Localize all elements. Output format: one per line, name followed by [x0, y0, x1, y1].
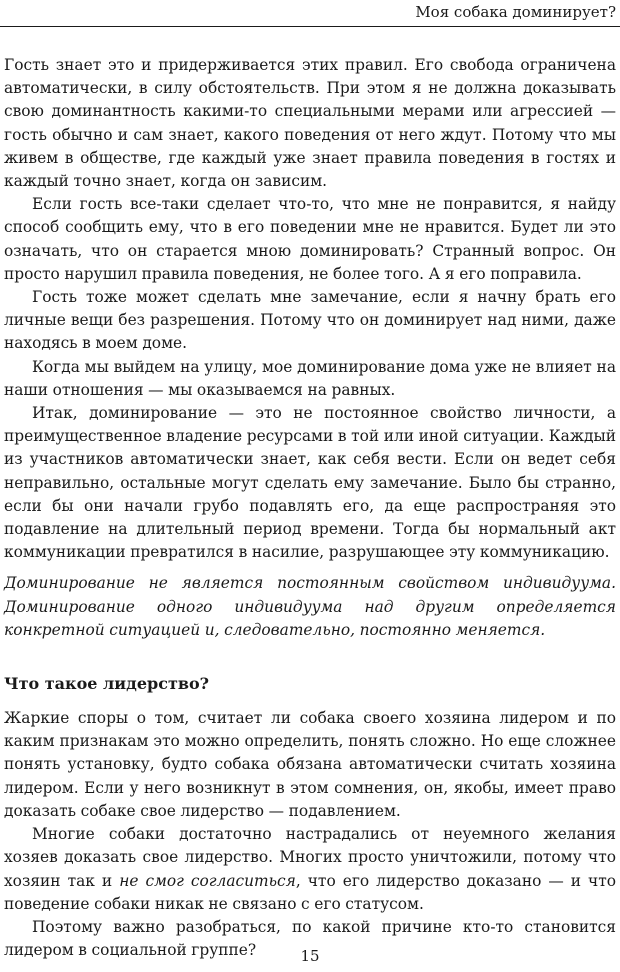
paragraph-text: Многие собаки достаточно настрадались от неуемного желания хозяев доказать свое лидерство. Многих просто уничтожили, потому что хозяин так и	[4, 825, 616, 890]
italic-phrase: не смог согласиться	[119, 871, 296, 890]
paragraph: Поэтому важно разобраться, по какой причине кто-то становится лидером в социальной группе?	[4, 917, 616, 960]
section-heading: Что такое лидерство?	[4, 674, 210, 694]
running-head	[0, 0, 620, 27]
paragraph-text: , что его лидерство доказано — и что поведение собаки никак не связано с его статусом.	[4, 871, 616, 913]
paragraph: Итак, доминирование — это не постоянное свойство личности, а преимущественное владение ресурсами в той или иной ситуации. Каждый из участников автоматически знает, как себя вести. Если он ведет себя неправильно, остальные могут сделать ему замечание. Было бы странно, если бы они начали грубо подавлять его, да еще распространяя это подавление на длительный период времени. Тогда бы нормальный акт коммуникации превратился в насилие, разрушающее эту коммуникацию.	[4, 404, 616, 562]
emphasis-paragraph: Доминирование не является постоянным свойством индивидуума. Доминирование одного индивидуума над другим определяется конкретной ситуацией и, следовательно, постоянно меняется.	[4, 574, 616, 639]
paragraph: Если гость все-таки сделает что-то, что мне не понравится, я найду способ сообщить ему, что в его поведении мне не нравится. Будет ли это означать, что он старается мною доминировать? Странный вопрос. Он просто нарушил правила поведения, не более того. А я его поправила.	[4, 195, 616, 283]
paragraph: Жаркие споры о том, считает ли собака своего хозяина лидером и по каким признакам это можно определить, понять сложно. Но еще сложнее понять установку, будто собака обязана автоматически считать хозяина лидером. Если у него возникнут в этом сомнения, он, якобы, имеет право доказать собаке свое лидерство — подавлением.	[4, 709, 616, 820]
paragraph: Гость тоже может сделать мне замечание, если я начну брать его личные вещи без разрешения. Потому что он доминирует над ними, даже находясь в моем доме.	[4, 288, 616, 353]
page-number: 15	[300, 947, 320, 965]
paragraph: Когда мы выйдем на улицу, мое доминирование дома уже не влияет на наши отношения — мы оказываемся на равных.	[4, 357, 616, 399]
paragraph: Гость знает это и придерживается этих правил. Его свобода ограничена автоматически, в силу обстоятельств. При этом я не должна доказывать свою доминантность какими-то специальными мерами или агрессией — гость обычно и сам знает, какого поведения от него ждут. Потому что мы живем в обществе, где каждый уже знает правила поведения в гостях и каждый точно знает, когда он зависим.	[4, 56, 616, 191]
paragraph-mixed	[4, 823, 616, 916]
page-body	[4, 54, 616, 962]
running-head-title: Моя собака доминирует?	[415, 3, 616, 21]
